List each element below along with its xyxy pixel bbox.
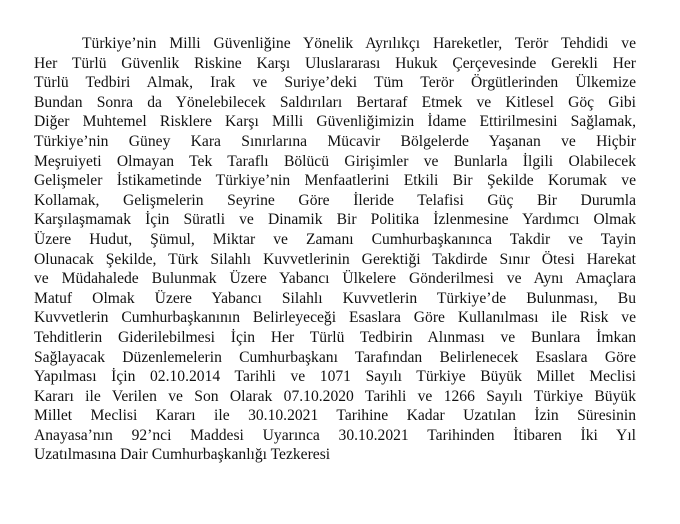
paragraph-line: Diğer Muhtemel Risklere Karşı Milli Güvenliğimizin İdame Ettirilmesini Sağlamak, — [34, 113, 636, 131]
paragraph-line: Uzatılmasına Dair Cumhurbaşkanlığı Tezkeresi — [34, 446, 331, 464]
paragraph-line: Kararı ile Verilen ve Son Olarak 07.10.2020 Tarihli ve 1266 Sayılı Türkiye Büyük — [34, 387, 636, 405]
paragraph-line: Kuvvetlerin Cumhurbaşkanının Belirleyeceği Esaslara Göre Kullanılması ile Risk ve — [34, 309, 636, 327]
paragraph-line: Matuf Olmak Üzere Yabancı Silahlı Kuvvetlerin Türkiye’de Bulunması, Bu — [34, 289, 636, 307]
paragraph-line: Anayasa’nın 92’nci Maddesi Uyarınca 30.10.2021 Tarihinden İtibaren İki Yıl — [34, 426, 636, 444]
paragraph-line: Olunacak Şekilde, Türk Silahlı Kuvvetlerinin Gerektiği Takdirde Sınır Ötesi Harekat — [34, 250, 636, 268]
paragraph-line: Tehditlerin Giderilebilmesi İçin Her Türlü Tedbirin Alınması ve Bunlara İmkan — [34, 328, 636, 346]
paragraph-line: Meşruiyeti Olmayan Tek Taraflı Bölücü Girişimler ve Bunlarla İlgili Olabilecek — [34, 152, 636, 170]
paragraph-line: Gelişmeler İstikametinde Türkiye’nin Menfaatlerini Etkili Bir Şekilde Korumak ve — [34, 172, 636, 190]
paragraph-line: Türkiye’nin Güney Kara Sınırlarına Mücavir Bölgelerde Yaşanan ve Hiçbir — [34, 132, 636, 150]
paragraph-line: Millet Meclisi Kararı ile 30.10.2021 Tarihine Kadar Uzatılan İzin Süresinin — [34, 407, 636, 425]
paragraph-line: Türlü Tedbiri Almak, Irak ve Suriye’deki Tüm Terör Örgütlerinden Ülkemize — [34, 74, 636, 92]
paragraph-line: Kollamak, Gelişmelerin Seyrine Göre İleride Telafisi Güç Bir Durumla — [34, 191, 636, 209]
paragraph-line: Türkiye’nin Milli Güvenliğine Yönelik Ayrılıkçı Hareketler, Terör Tehdidi ve — [82, 35, 636, 52]
paragraph-line: Yapılması İçin 02.10.2014 Tarihli ve 1071 Sayılı Türkiye Büyük Millet Meclisi — [34, 368, 636, 386]
paragraph-line: Bundan Sonra da Yönelebilecek Saldırıları Bertaraf Etmek ve Kitlesel Göç Gibi — [34, 93, 636, 111]
document-paragraph — [34, 34, 636, 465]
paragraph-line: Üzere Hudut, Şümul, Miktar ve Zamanı Cumhurbaşkanınca Takdir ve Tayin — [34, 230, 636, 248]
paragraph-line: ve Müdahalede Bulunmak Üzere Yabancı Ülkelere Gönderilmesi ve Aynı Amaçlara — [34, 270, 636, 288]
paragraph-line: Sağlayacak Düzenlemelerin Cumhurbaşkanı Tarafından Belirlenecek Esaslara Göre — [34, 348, 636, 366]
paragraph-line: Karşılaşmamak İçin Süratli ve Dinamik Bir Politika İzlenmesine Yardımcı Olmak — [34, 211, 636, 229]
paragraph-line: Her Türlü Güvenlik Riskine Karşı Uluslararası Hukuk Çerçevesinde Gerekli Her — [34, 54, 636, 72]
